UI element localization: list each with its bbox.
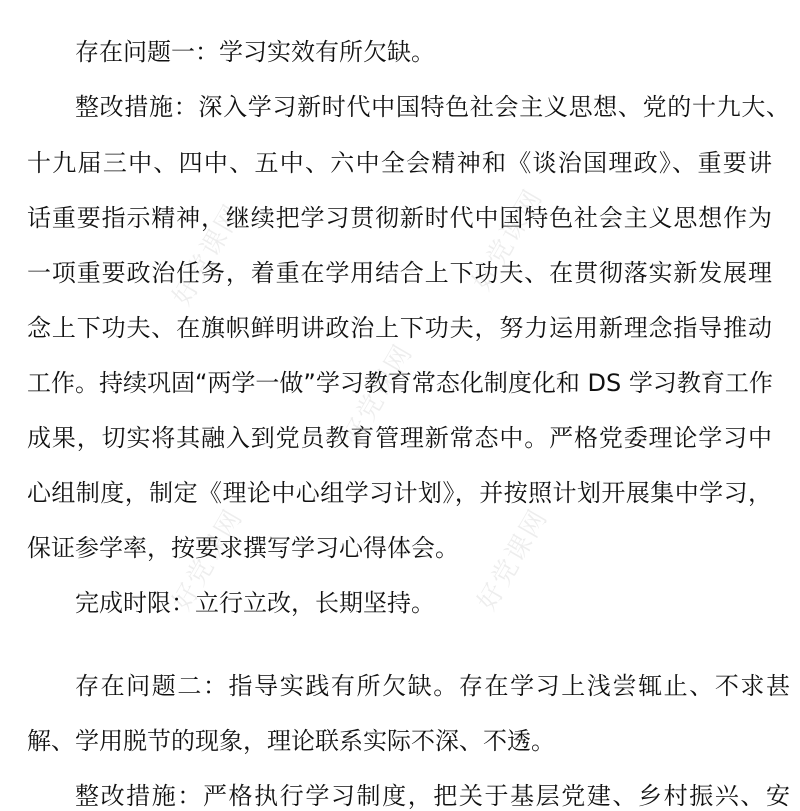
paragraph-line: 存在问题一：学习实效有所欠缺。 [75, 38, 435, 66]
watermark: 好党课网 [467, 183, 550, 296]
watermark: 好党课网 [167, 503, 250, 616]
paragraph-line: 保证参学率，按要求撰写学习心得体会。 [27, 534, 459, 562]
paragraph-line: 工作。持续巩固“两学一做”学习教育常态化制度化和 DS 学习教育工作 [27, 369, 773, 397]
paragraph-line: 完成时限：立行立改，长期坚持。 [75, 589, 435, 617]
paragraph-line: 话重要指示精神，继续把学习贯彻新时代中国特色社会主义思想作为 [27, 204, 772, 232]
paragraph-line: 存在问题二：指导实践有所欠缺。存在学习上浅尝辄止、不求甚 [75, 672, 790, 700]
paragraph-line: 整改措施：严格执行学习制度，把关于基层党建、乡村振兴、安 [75, 782, 790, 810]
paragraph-line: 解、学用脱节的现象，理论联系实际不深、不透。 [27, 727, 555, 755]
paragraph-line: 成果，切实将其融入到党员教育管理新常态中。严格党委理论学习中 [27, 424, 772, 452]
paragraph-line: 心组制度，制定《理论中心组学习计划》，并按照计划开展集中学习， [27, 479, 772, 507]
paragraph-line: 十九届三中、四中、五中、六中全会精神和《谈治国理政》、重要讲 [27, 149, 772, 177]
paragraph-line: 念上下功夫、在旗帜鲜明讲政治上下功夫，努力运用新理念指导推动 [27, 314, 772, 342]
paragraph-line: 一项重要政治任务，着重在学用结合上下功夫、在贯彻落实新发展理 [27, 259, 772, 287]
watermark: 好党课网 [337, 338, 420, 451]
paragraph-line: 整改措施：深入学习新时代中国特色社会主义思想、党的十九大、 [75, 93, 790, 121]
watermark: 好党课网 [167, 198, 250, 311]
watermark: 好党课网 [472, 503, 555, 616]
